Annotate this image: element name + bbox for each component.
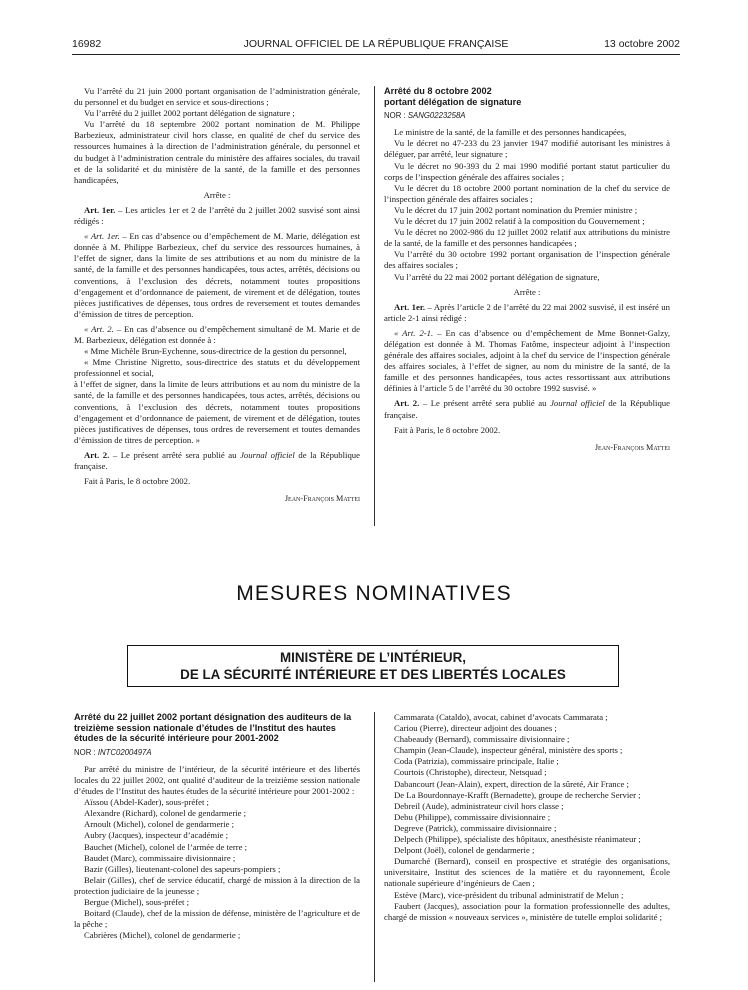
- decree-title: Arrêté du 8 octobre 2002 portant délégation de signature: [384, 86, 522, 107]
- visa: Vu le décret du 18 octobre 2000 portant nomination de la chef du service de l’inspection générale des affaires sociales ;: [384, 182, 670, 204]
- visa: Vu l’arrêté du 22 mai 2002 portant délégation de signature,: [394, 271, 600, 282]
- list-item: Alexandre (Richard), colonel de gendarmerie ;: [84, 808, 247, 819]
- list-item: Belair (Gilles), chef de service éducatif, chargé de mission à la direction de la protection judiciaire de la jeunesse ;: [74, 874, 360, 896]
- list-item: Delpech (Philippe), spécialiste des hôpitaux, anesthésiste réanimateur ;: [394, 834, 641, 845]
- list-item: Degreve (Patrick), commissaire divisionnaire ;: [394, 822, 557, 833]
- list-item: Debreil (Aude), administrateur civil hors classe ;: [394, 800, 564, 811]
- article-2-1-quote: « Art. 2-1. – En cas d’absence ou d’empêchement de Mme Bonnet-Galzy, délégation est donnée à M. Thomas Fatôme, inspecteur adjoint à l’inspection générale des affaires sociales, adjoint à la chef du service de l’inspection générale des affaires sociales, à l’effet de signer, au nom du ministre de la santé, de la famille et des personnes handicapées, tous actes ressortissant aux attributions définies à l’article 5 de l’arrêté du 30 octobre 1992 susvisé. »: [384, 327, 670, 394]
- list-item: Dumarché (Bernard), conseil en prospective et stratégie des organisations, universitaire, Institut des sciences de la matière et du rayonnement, École nationale supérieure d’ingénieurs de Caen ;: [384, 856, 670, 889]
- list-item: Champin (Jean-Claude), inspecteur général, ministère des sports ;: [394, 745, 623, 756]
- header-rule: [72, 54, 680, 55]
- list-item: Bauchet (Michel), colonel de l’armée de terre ;: [84, 841, 248, 852]
- delegation-text: à l’effet de signer, dans la limite de leurs attributions et au nom du ministre de la santé, de la famille et des personnes handicapées, tous actes, arrêtés, décisions ou conventions, à l’exclusion des décrets, notamment toutes propositions d’engagement et d’ordonnance de paiement, de virement et de délégation, toutes pièces justificatives de dépenses, tous ordres de reversement et toutes demandes d’émission de titres de perception. »: [74, 379, 360, 445]
- list-item: Bergue (Michel), sous-préfet ;: [84, 897, 190, 907]
- list-item: Dabancourt (Jean-Alain), expert, direction de la sûreté, Air France ;: [394, 778, 629, 789]
- column-divider-top: [374, 86, 375, 526]
- visa: Vu le décret du 17 juin 2002 relatif à la composition du Gouvernement ;: [394, 216, 645, 227]
- list-item: Estève (Marc), vice-président du tribunal administratif de Melun ;: [394, 889, 624, 900]
- visa: Vu le décret no 47-233 du 23 janvier 1947 modifié autorisant les ministres à déléguer, par arrêté, leur signature ;: [384, 138, 670, 160]
- article-2: Art. 2. – Le présent arrêté sera publié au Journal officiel de la République française.: [74, 449, 360, 471]
- visa: Vu l’arrêté du 30 octobre 1992 portant organisation de l’inspection générale des affaires sociales ;: [384, 249, 670, 271]
- place-date: Fait à Paris, le 8 octobre 2002.: [394, 424, 501, 435]
- signature: Jean-François Mattei: [594, 442, 670, 452]
- list-item: Debu (Philippe), commissaire divisionnaire ;: [394, 811, 551, 822]
- list-item: Baudet (Marc), commissaire divisionnaire ;: [84, 852, 236, 863]
- nor-reference: NOR : SANG0223258A: [384, 111, 466, 121]
- page-header: [72, 38, 680, 54]
- list-item: Arnoult (Michel), colonel de gendarmerie ;: [84, 819, 235, 830]
- list-item: Cabrières (Michel), colonel de gendarmerie ;: [84, 930, 241, 941]
- list-item: Aubry (Jacques), inspecteur d’académie ;: [84, 830, 229, 841]
- list-item: Chabeaudy (Bernard), commissaire divisionnaire ;: [394, 734, 570, 745]
- left-column-bottom: [74, 712, 360, 941]
- left-column-top: [74, 86, 360, 504]
- list-item: Aïssou (Abdel-Kader), sous-préfet ;: [84, 797, 209, 808]
- section-heading: MESURES NOMINATIVES: [236, 582, 512, 605]
- journal-title: JOURNAL OFFICIEL DE LA RÉPUBLIQUE FRANÇAISE: [243, 38, 509, 50]
- visa: Vu l’arrêté du 21 juin 2000 portant organisation de l’administration générale, du personnel et du budget en service et sous-directions ;: [74, 86, 360, 108]
- visa: Vu le décret du 17 juin 2002 portant nomination du Premier ministre ;: [394, 204, 638, 215]
- page-number: 16982: [72, 38, 102, 50]
- nor-reference: NOR : INTC0200497A: [74, 747, 152, 757]
- list-item: Bazir (Gilles), lieutenant-colonel des sapeurs-pompiers ;: [84, 863, 281, 874]
- article-2-quote: « Art. 2. – En cas d’absence ou d’empêchement simultané de M. Marie et de M. Barbezieux, délégation est donnée à :: [74, 323, 360, 345]
- list-item: Cammarata (Cataldo), avocat, cabinet d’avocats Cammarata ;: [394, 712, 608, 722]
- list-item: Coda (Patrizia), commissaire principale, Italie ;: [394, 756, 559, 767]
- decree-title: Arrêté du 22 juillet 2002 portant désignation des auditeurs de la treizième session nationale d’études de l’Institut des hautes études de la sécurité intérieure pour 2001-2002: [74, 712, 352, 744]
- ministry-box: [127, 645, 619, 687]
- list-item: De La Bourdonnaye-Krafft (Bernadette), groupe de recherche Servier ;: [394, 789, 641, 800]
- visa: Vu l’arrêté du 2 juillet 2002 portant délégation de signature ;: [84, 108, 295, 119]
- delegate: « Mme Christine Nigretto, sous-directrice des statuts et du développement professionnel et social,: [74, 357, 360, 379]
- right-column-bottom: [384, 712, 670, 923]
- issue-date: 13 octobre 2002: [604, 38, 680, 50]
- list-item: Courtois (Christophe), directeur, Netsquad ;: [394, 767, 547, 778]
- visa: Vu le décret no 90-393 du 2 mai 1990 modifié portant statut particulier du corps de l’inspection générale des affaires sociales ;: [384, 160, 670, 182]
- visa: Vu le décret no 2002-986 du 12 juillet 2002 relatif aux attributions du ministre de la santé, de la famille et des personnes handicapées ;: [384, 227, 670, 249]
- list-item: Delpont (Joël), colonel de gendarmerie ;: [394, 845, 535, 856]
- article-2: Art. 2. – Le présent arrêté sera publié au Journal officiel de la République française.: [384, 398, 670, 420]
- ministry-line: MINISTÈRE DE L’INTÉRIEUR,: [280, 650, 466, 665]
- list-item: Cariou (Pierre), directeur adjoint des douanes ;: [394, 723, 557, 734]
- column-divider-bottom: [374, 712, 375, 982]
- arrete-heading: Arrête :: [203, 189, 231, 200]
- list-item: Boitard (Claude), chef de la mission de défense, ministère de l’agriculture et de la pêche ;: [74, 908, 360, 930]
- visa: Vu l’arrêté du 18 septembre 2002 portant nomination de M. Philippe Barbezieux, administrateur civil hors classe, en qualité de chef du service des ressources humaines à la direction de l’administration générale, du personnel et du budget à l’administration centrale du ministère des affaires sociales, du travail et de la solidarité et du ministère de la santé, de la famille et des personnes handicapées,: [74, 119, 360, 185]
- article-1: Art. 1er. – Après l’article 2 de l’arrêté du 22 mai 2002 susvisé, il est inséré un article 2-1 ainsi rédigé :: [384, 301, 670, 323]
- article-1-quote: « Art. 1er. – En cas d’absence ou d’empêchement de M. Marie, délégation est donnée à M. Philippe Barbezieux, chef du service des ressources humaines, à l’effet de signer, dans la limite de ses attributions et au nom du ministre de la santé, de la famille et des personnes handicapées, tous actes, arrêtés, décisions ou conventions, à l’exclusion des décrets, notamment toutes propositions d’engagement et d’ordonnance de paiement, de virement et de délégation, toutes pièces justificatives de dépenses, tous ordres de reversement et toutes demandes d’émission de titres de perception.: [74, 231, 360, 319]
- arrete-heading: Arrête :: [513, 286, 541, 297]
- place-date: Fait à Paris, le 8 octobre 2002.: [84, 476, 191, 487]
- intro: Le ministre de la santé, de la famille et des personnes handicapées,: [394, 127, 627, 138]
- list-item: Faubert (Jacques), association pour la formation professionnelle des adultes, chargé de mission « nouveaux services », ministère de tutelle emploi solidarité ;: [384, 900, 670, 922]
- article-1: Art. 1er. – Les articles 1er et 2 de l’arrêté du 2 juillet 2002 susvisé sont ainsi rédigés :: [74, 204, 360, 227]
- intro: Par arrêté du ministre de l’intérieur, de la sécurité intérieure et des libertés locales du 22 juillet 2002, ont qualité d’auditeur de la treizième session nationale d’études de l’Institut des hautes études de la sécurité intérieure pour 2001-2002 :: [74, 763, 360, 797]
- signature: Jean-François Mattei: [284, 494, 360, 504]
- right-column-top: [384, 86, 670, 453]
- ministry-line: DE LA SÉCURITÉ INTÉRIEURE ET DES LIBERTÉS LOCALES: [180, 667, 566, 682]
- delegate: « Mme Michèle Brun-Eychenne, sous-directrice de la gestion du personnel,: [84, 346, 347, 357]
